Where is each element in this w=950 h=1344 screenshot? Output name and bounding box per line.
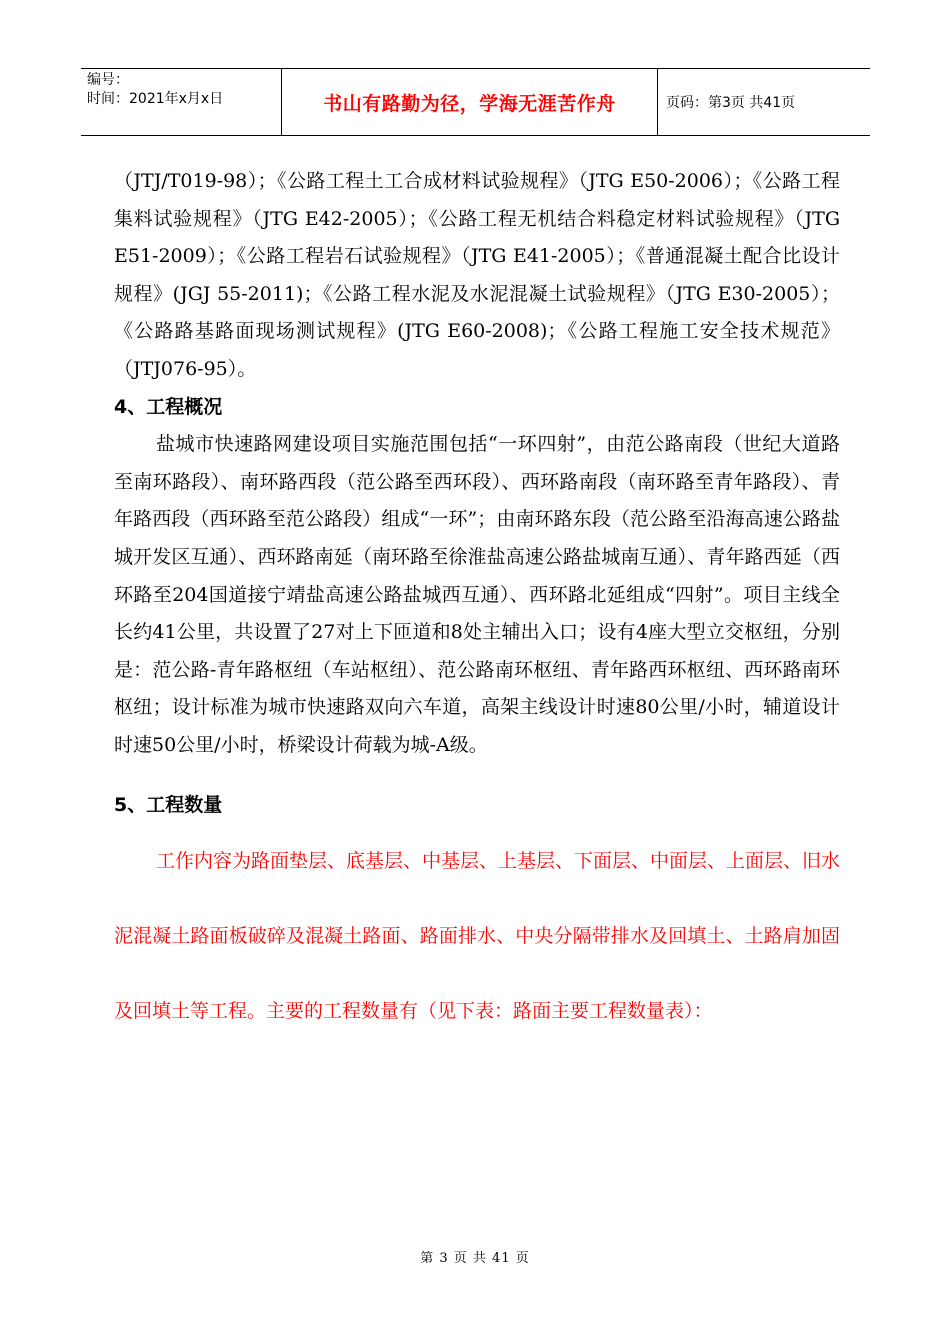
header-page-info: 页码：第3页 共41页 bbox=[666, 95, 796, 111]
page-footer: 第 3 页 共 41 页 bbox=[420, 1251, 530, 1266]
document-body bbox=[114, 163, 840, 1049]
section-4-paragraph: 盐城市快速路网建设项目实施范围包括“一环四射”，由范公路南段（世纪大道路至南环路段）、南环路西段（范公路至西环段）、西环路南段（南环路至青年路段）、青年路西段（西环路至范公路段）组成“一环”；由南环路东段（范公路至沿海高速公路盐城开发区互通）、西环路南延（南环路至徐淮盐高速公路盐城南互通）、青年路西延（西环路至204国道接宁靖盐高速公路盐城西互通）、西环路北延组成“四射”。项目主线全长约41公里，共设置了27对上下匝道和8处主辅出入口；设有4座大型立交枢纽，分别是：范公路-青年路枢纽（车站枢纽）、范公路南环枢纽、青年路西环枢纽、西环路南环枢纽；设计标准为城市快速路双向六车道，高架主线设计时速80公里/小时，辅道设计时速50公里/小时，桥梁设计荷载为城-A级。 bbox=[114, 433, 840, 756]
header-motto: 书山有路勤为径，学海无涯苦作舟 bbox=[282, 69, 658, 135]
page-header bbox=[81, 68, 870, 136]
section-4-heading: 4、工程概况 bbox=[114, 395, 223, 418]
spacer bbox=[114, 765, 840, 787]
header-date: 时间：2021年x月x日 bbox=[87, 91, 224, 107]
header-number-label: 编号： bbox=[87, 72, 129, 88]
section-5-heading: 5、工程数量 bbox=[114, 793, 223, 816]
header-meta bbox=[81, 69, 282, 135]
standards-paragraph: （JTJ/T019-98）；《公路工程土工合成材料试验规程》（JTG E50-2006）；《公路工程集料试验规程》（JTG E42-2005）；《公路工程无机结合料稳定材料试验规程》（JTG E51-2009）；《公路工程岩石试验规程》（JTG E41-2005）；《普通混凝土配合比设计规程》(JGJ 55-2011)；《公路工程水泥及水泥混凝土试验规程》（JTG E30-2005）；《公路路基路面现场测试规程》(JTG E60-2008)；《公路工程施工安全技术规范》（JTJ076-95）。 bbox=[114, 170, 840, 380]
section-5-paragraph: 工作内容为路面垫层、底基层、中基层、上基层、下面层、中面层、上面层、旧水泥混凝土路面板破碎及混凝土路面、路面排水、中央分隔带排水及回填土、土路肩加固及回填土等工程。主要的工程数量有（见下表：路面主要工程数量表）： bbox=[114, 850, 841, 1023]
